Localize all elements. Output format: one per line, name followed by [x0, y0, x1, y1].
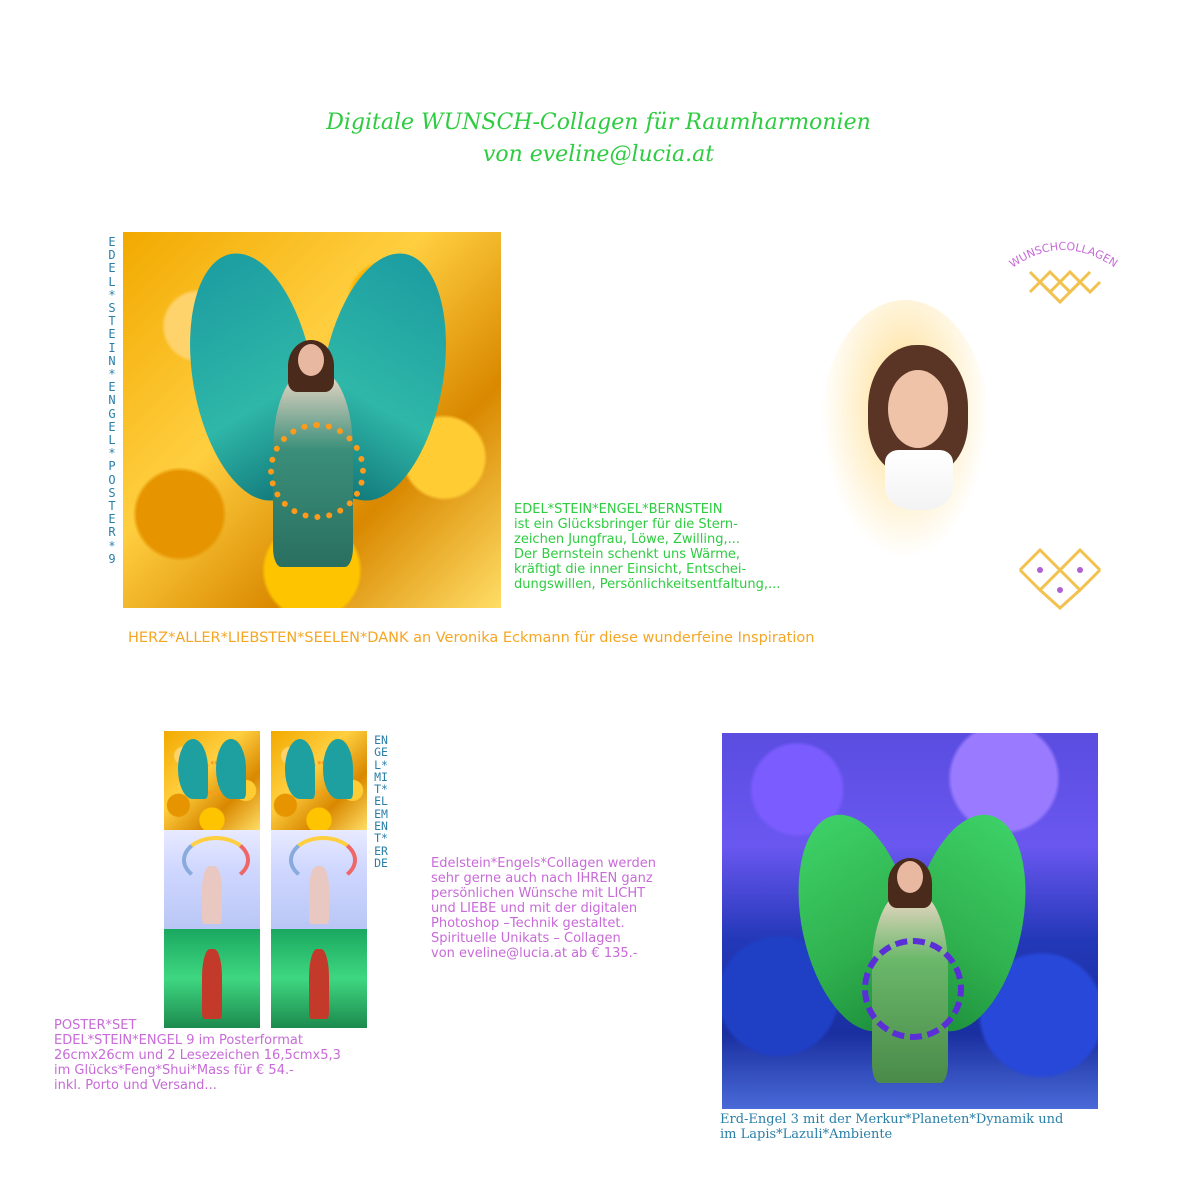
bernstein-line: dungswillen, Persönlichkeitsentfaltung,... — [514, 577, 781, 592]
poster-set-line: 26cmx26cm und 2 Lesezeichen 16,5cmx5,3 — [54, 1048, 341, 1063]
bernstein-description — [514, 502, 814, 592]
collagen-line: sehr gerne auch nach IHREN ganz — [431, 871, 653, 886]
bookmark-left — [164, 731, 260, 1028]
mini-figure — [309, 866, 329, 924]
collagen-line: Edelstein*Engels*Collagen werden — [431, 856, 656, 871]
mini-wing — [216, 739, 246, 799]
bernstein-line: Der Bernstein schenkt uns Wärme, — [514, 547, 741, 562]
mini-wing — [178, 739, 208, 799]
collagen-line: persönlichen Wünsche mit LICHT — [431, 886, 646, 901]
bookmark-right — [271, 731, 367, 1028]
poster-set-line: POSTER*SET — [54, 1018, 137, 1033]
collagen-line: Photoshop –Technik gestaltet. — [431, 916, 625, 931]
bookmark-vertical-label: ENGEL* MIT* ELEMENT* ERDE — [374, 733, 388, 870]
page-subtitle: von eveline@lucia.at — [482, 142, 715, 167]
bookmark-green-panel — [271, 929, 367, 1028]
collagen-line: Spirituelle Unikats – Collagen — [431, 931, 621, 946]
thanks-line: HERZ*ALLER*LIEBSTEN*SEELEN*DANK an Veronika Eckmann für diese wunderfeine Inspiration — [128, 630, 815, 646]
lapis-necklace — [862, 938, 964, 1040]
poster-set-line: inkl. Porto und Versand... — [54, 1078, 217, 1093]
bookmark-green-panel — [164, 929, 260, 1028]
bookmark-crystal-panel — [164, 830, 260, 929]
poster-set-description — [54, 1018, 374, 1093]
angel-head — [298, 344, 324, 376]
lapis-angel-collage — [722, 733, 1098, 1109]
bookmark-crystal-panel — [271, 830, 367, 929]
mini-figure — [309, 949, 329, 1019]
poster-set-line: im Glücks*Feng*Shui*Mass für € 54.- — [54, 1063, 294, 1078]
erd-engel-line: im Lapis*Lazuli*Ambiente — [720, 1127, 893, 1142]
erd-engel-line: Erd-Engel 3 mit der Merkur*Planeten*Dynamik und — [720, 1112, 1064, 1127]
bernstein-line: EDEL*STEIN*ENGEL*BERNSTEIN — [514, 502, 723, 517]
bookmark-amber-panel — [164, 731, 260, 830]
bookmark-amber-panel — [271, 731, 367, 830]
logo-graphic — [1000, 232, 1130, 312]
star-net-decoration — [1010, 540, 1110, 610]
amber-necklace — [268, 422, 366, 520]
mini-wing — [285, 739, 315, 799]
erd-engel-caption — [720, 1112, 1140, 1142]
mini-figure — [202, 949, 222, 1019]
mini-wing — [323, 739, 353, 799]
amber-angel-collage — [123, 232, 501, 608]
portrait-face — [888, 370, 948, 448]
collagen-description — [431, 856, 711, 961]
wunschcollagen-logo — [1000, 232, 1130, 312]
collagen-line: und LIEBE und mit der digitalen — [431, 901, 638, 916]
poster-set-line: EDEL*STEIN*ENGEL 9 im Posterformat — [54, 1033, 303, 1048]
poster-vertical-label: EDEL* STEIN* ENGEL* POSTER* 9 — [108, 235, 116, 566]
page-title: Digitale WUNSCH-Collagen für Raumharmonien — [326, 110, 871, 135]
portrait-collar — [885, 450, 953, 510]
logo-text: WUNSCHCOLLAGEN — [1006, 239, 1120, 271]
svg-text:WUNSCHCOLLAGEN — [1007, 240, 1120, 271]
bernstein-line: zeichen Jungfrau, Löwe, Zwilling,... — [514, 532, 741, 547]
angel-head — [897, 861, 923, 893]
mini-figure — [202, 866, 222, 924]
collagen-line: von eveline@lucia.at ab € 135.- — [431, 946, 638, 961]
bernstein-line: kräftigt die inner Einsicht, Entschei- — [514, 562, 747, 577]
bernstein-line: ist ein Glücksbringer für die Stern- — [514, 517, 738, 532]
